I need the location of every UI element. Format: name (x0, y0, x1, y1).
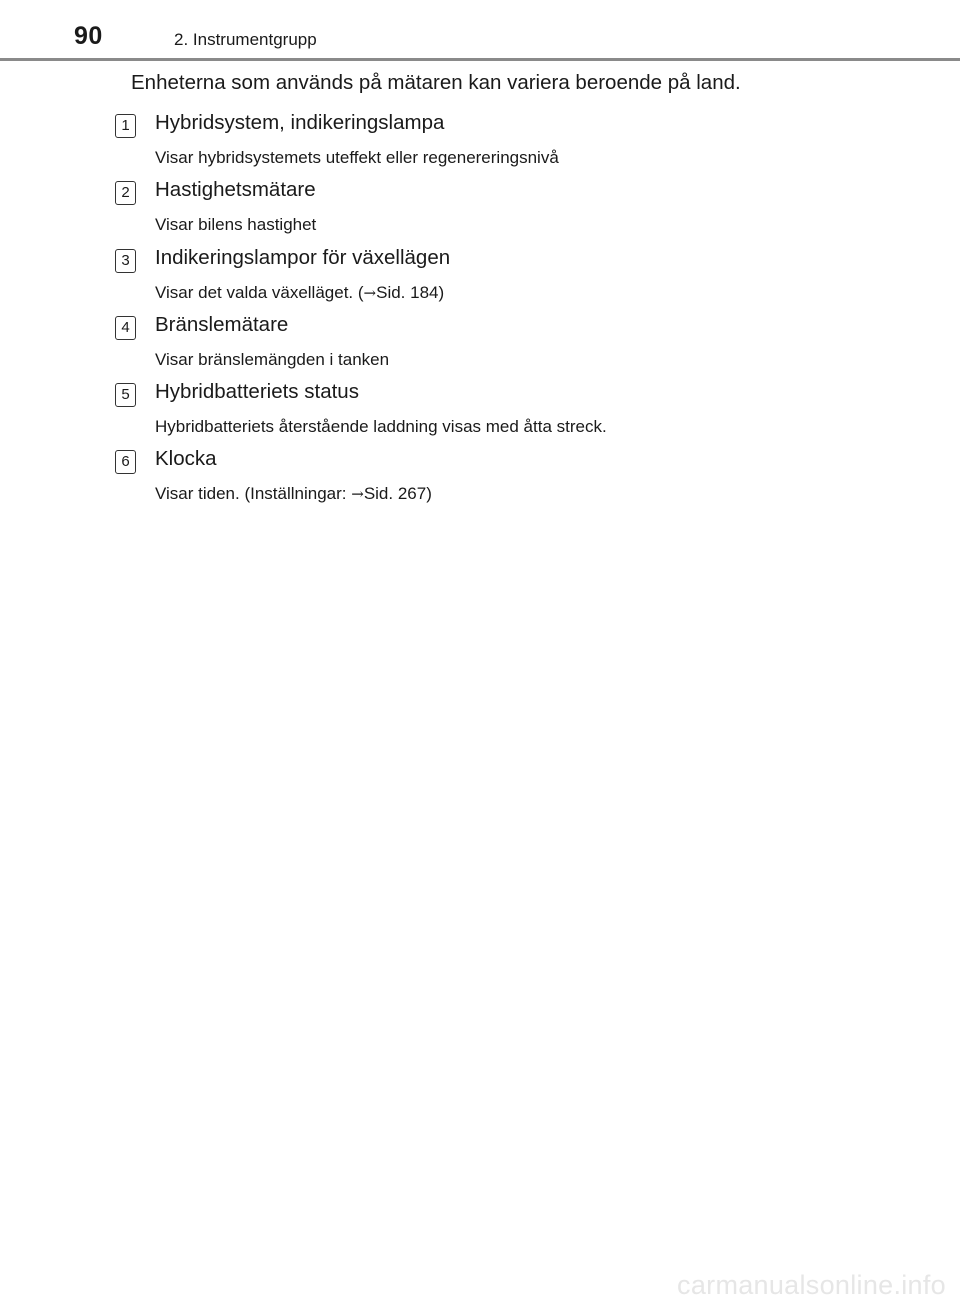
page-number: 90 (74, 22, 103, 50)
item-description: Visar bränslemängden i tanken (155, 350, 390, 369)
item-description-text: Visar det valda växelläget. ( (155, 283, 364, 302)
item-title: Hybridbatteriets status (155, 380, 359, 403)
header-divider (0, 58, 960, 61)
item-number-badge: 3 (115, 249, 136, 273)
item-description: Visar bilens hastighet (155, 215, 317, 234)
item-title: Hybridsystem, indikeringslampa (155, 111, 445, 134)
item-title: Hastighetsmätare (155, 178, 316, 201)
item-number-badge: 2 (115, 181, 136, 205)
item-description (155, 484, 432, 504)
arrow-icon: → (351, 485, 364, 503)
item-description: Hybridbatteriets återstående laddning visas med åtta streck. (155, 417, 607, 436)
section-title: 2. Instrumentgrupp (174, 30, 317, 49)
item-number-badge: 4 (115, 316, 136, 340)
page-reference-link[interactable]: Sid. 184) (376, 283, 445, 302)
item-title: Indikeringslampor för växellägen (155, 246, 451, 269)
arrow-icon: → (363, 284, 377, 302)
item-description-text: Visar tiden. (Inställningar: (155, 484, 352, 503)
intro-text: Enheterna som används på mätaren kan variera beroende på land. (131, 71, 741, 94)
page-reference-link[interactable]: Sid. 267) (363, 484, 432, 503)
item-description: Visar hybridsystemets uteffekt eller regenereringsnivå (155, 148, 559, 167)
item-title: Klocka (155, 447, 217, 470)
item-number-badge: 1 (115, 114, 136, 138)
page-header (0, 0, 960, 60)
watermark: carmanualsonline.info (677, 1270, 946, 1300)
item-number-badge: 5 (115, 383, 136, 407)
item-description (155, 283, 444, 303)
item-number-badge: 6 (115, 450, 136, 474)
item-title: Bränslemätare (155, 313, 289, 336)
